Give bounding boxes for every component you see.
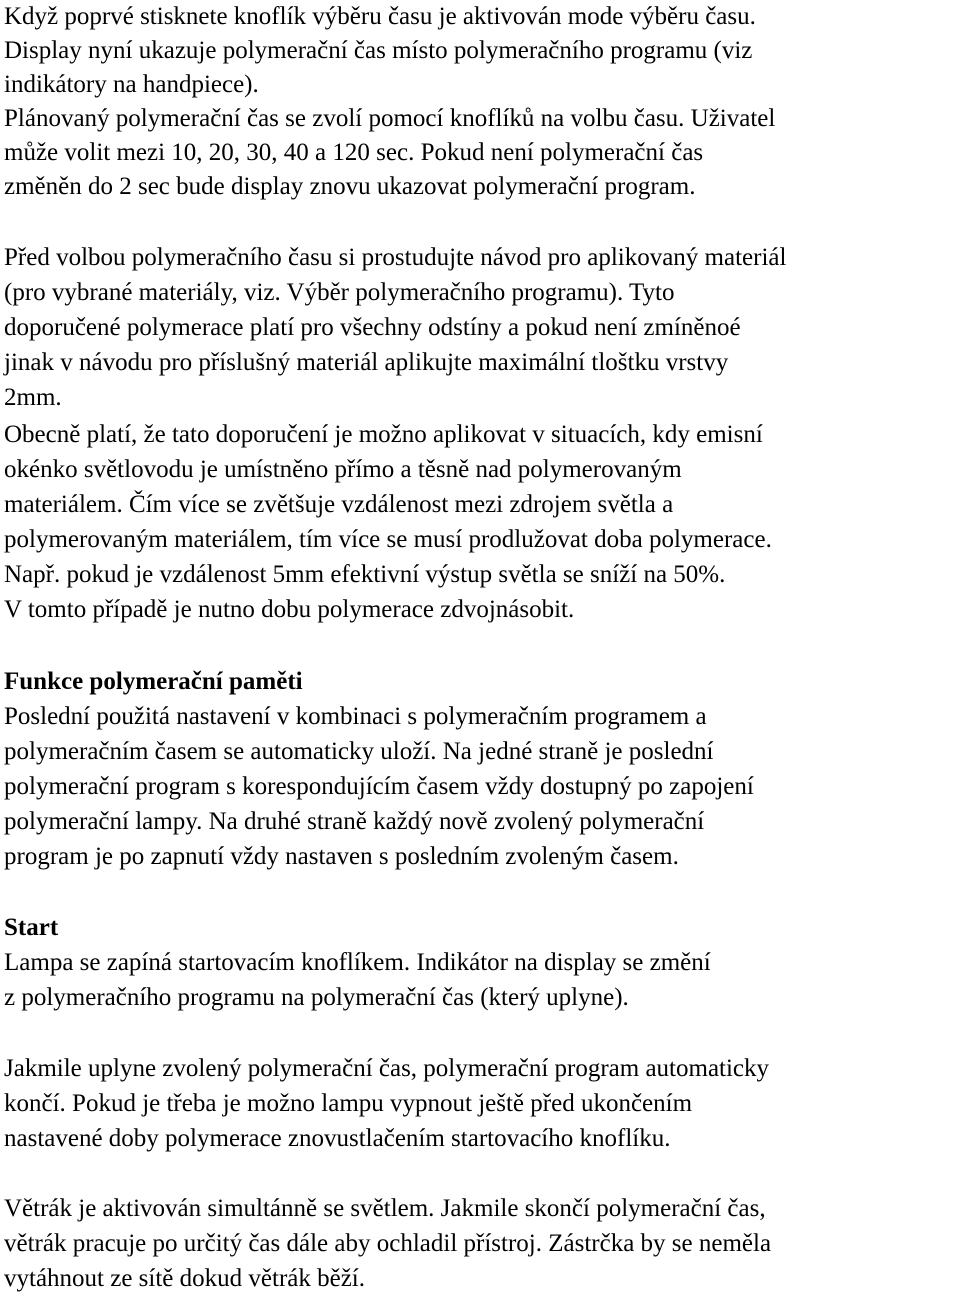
text-line: vytáhnout ze sítě dokud větrák běží. <box>4 1265 365 1292</box>
text-line: V tomto případě je nutno dobu polymerace zdvojnásobit. <box>4 596 575 623</box>
text-line: změněn do 2 sec bude display znovu ukazovat polymerační program. <box>4 173 696 200</box>
text-line: polymeračním časem se automaticky uloží. Na jedné straně je poslední <box>4 738 714 765</box>
text-line: jinak v návodu pro příslušný materiál aplikujte maximální tloštku vrstvy <box>4 349 729 376</box>
text-line: program je po zapnutí vždy nastaven s posledním zvoleným časem. <box>4 843 679 870</box>
document-page <box>4 0 958 1297</box>
text-line: doporučené polymerace platí pro všechny odstíny a pokud není zmíněnoé <box>4 314 741 341</box>
text-line: Jakmile uplyne zvolený polymerační čas, polymerační program automaticky <box>4 1055 770 1082</box>
text-line: větrák pracuje po určitý čas dále aby ochladil přístroj. Zástrčka by se neměla <box>4 1230 772 1257</box>
text-line: Displaу nyní ukazuje polymerační čas místo polymeračního programu (viz <box>4 37 753 64</box>
text-line: (pro vybrané materiály, viz. Výběr polymeračního programu). Tyto <box>4 279 675 306</box>
text-line: končí. Pokud je třeba je možno lampu vypnout ještě před ukončením <box>4 1090 693 1117</box>
text-line: okénko světlovodu je umístněno přímo a těsně nad polymerovaným <box>4 456 682 483</box>
text-line: Před volbou polymeračního času si prostudujte návod pro aplikovaný materiál <box>4 244 787 271</box>
section-heading: Funkce polymerační paměti <box>4 668 303 695</box>
text-line: Lampa se zapíná startovacím knoflíkem. Indikátor na display se změní <box>4 949 711 976</box>
text-line: Plánovaný polymerační čas se zvolí pomocí knoflíků na volbu času. Uživatel <box>4 105 776 132</box>
text-line: nastavené doby polymerace znovustlačením startovacího knoflíku. <box>4 1125 671 1152</box>
text-line: z polymeračního programu na polymerační čas (který uplyne). <box>4 984 629 1011</box>
text-line: Když poprvé stisknete knoflík výběru času je aktivován mode výběru času. <box>4 3 756 30</box>
text-line: polymerovaným materiálem, tím více se musí prodlužovat doba polymerace. <box>4 526 772 553</box>
text-line: polymerační program s korespondujícím časem vždy dostupný po zapojení <box>4 773 754 800</box>
text-line: polymerační lampy. Na druhé straně každý nově zvolený polymerační <box>4 808 705 835</box>
text-line: materiálem. Čím více se zvětšuje vzdálenost mezi zdrojem světla a <box>4 491 674 518</box>
text-line: Např. pokud je vzdálenost 5mm efektivní výstup světla se sníží na 50%. <box>4 561 726 588</box>
text-line: indikátory na handpiece). <box>4 71 259 98</box>
text-line: může volit mezi 10, 20, 30, 40 a 120 sec. Pokud není polymerační čas <box>4 139 704 166</box>
text-line: Větrák je aktivován simultánně se světlem. Jakmile skončí polymerační čas, <box>4 1195 766 1222</box>
text-line: Poslední použitá nastavení v kombinaci s polymeračním programem a <box>4 703 707 730</box>
section-heading: Start <box>4 914 59 941</box>
text-line: Obecně platí, že tato doporučení je možno aplikovat v situacích, kdy emisní <box>4 421 763 448</box>
text-line: 2mm. <box>4 384 62 411</box>
